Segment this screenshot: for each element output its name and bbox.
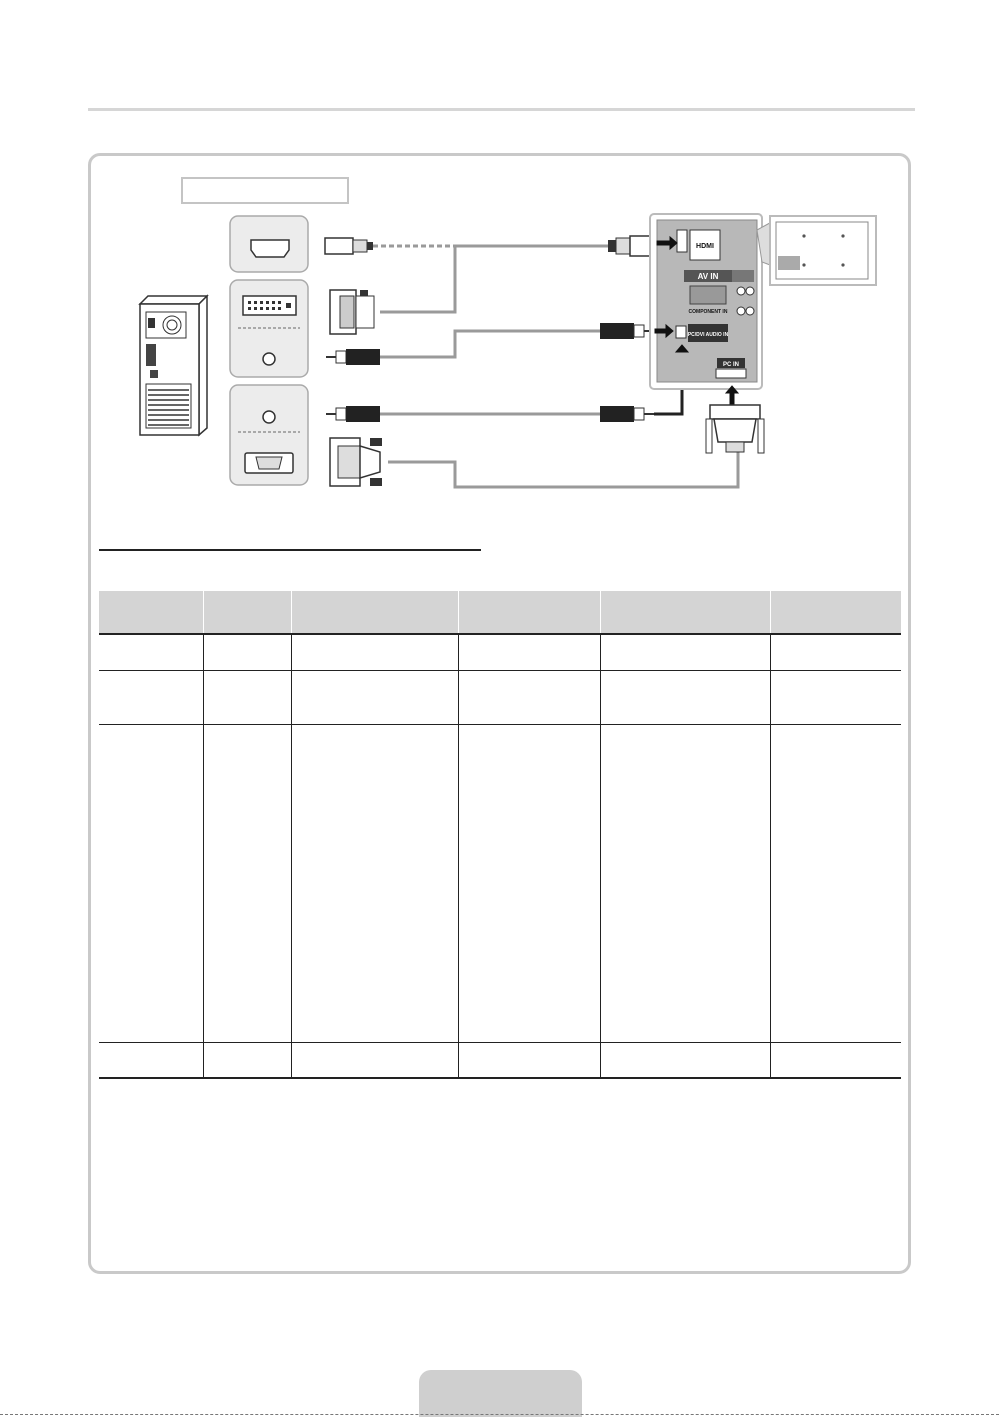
audio-plug-right-2 — [600, 406, 654, 422]
tv-hdmi-label: HDMI — [696, 243, 714, 250]
table-cell — [204, 724, 291, 1042]
section-underline — [99, 549, 481, 551]
tv-pc-dvi-audio-label: PC/DVI AUDIO IN — [687, 332, 729, 338]
table-cell — [600, 670, 770, 724]
table-cell — [770, 724, 901, 1042]
hdmi-plug-right — [608, 236, 654, 256]
dsub-plug-right — [706, 405, 764, 453]
table-header-row — [99, 591, 901, 634]
table-cell — [99, 634, 204, 670]
table-cell — [770, 670, 901, 724]
audio-plug-right-1 — [600, 323, 654, 339]
tv-back-panel-icon — [650, 214, 762, 389]
table-cell — [458, 724, 600, 1042]
trim-line — [0, 1414, 999, 1415]
table-header-cell — [99, 591, 204, 634]
table-cell — [600, 634, 770, 670]
table-cell — [99, 670, 204, 724]
table-header-cell — [770, 591, 901, 634]
dvi-audio-port-icon — [230, 280, 308, 377]
pc-tower-icon — [140, 296, 207, 435]
table-cell — [291, 634, 458, 670]
table-cell — [770, 634, 901, 670]
display-modes-table — [99, 591, 901, 1079]
table-cell — [291, 1042, 458, 1078]
table-cell — [204, 1042, 291, 1078]
table-row — [99, 1042, 901, 1078]
audio-plug-2 — [326, 406, 380, 422]
table-row — [99, 670, 901, 724]
tv-component-in-label: COMPONENT IN — [688, 309, 728, 315]
table-cell — [99, 1042, 204, 1078]
tv-front-icon — [757, 216, 876, 285]
dsub-plug-left — [330, 438, 382, 486]
top-divider — [88, 108, 915, 111]
table-header-cell — [458, 591, 600, 634]
table-cell — [770, 1042, 901, 1078]
audio-plug-1 — [326, 349, 380, 365]
table-cell — [204, 670, 291, 724]
table-cell — [99, 724, 204, 1042]
hdmi-plug-left — [325, 238, 373, 254]
hdmi-port-icon — [230, 216, 308, 272]
table-row — [99, 724, 901, 1042]
dvi-plug — [330, 290, 374, 334]
table-cell — [291, 670, 458, 724]
table-header-cell — [291, 591, 458, 634]
tv-pc-in-label: PC IN — [722, 362, 740, 368]
table-cell — [204, 634, 291, 670]
connection-diagram — [130, 205, 890, 505]
tv-av-in-label: AV IN — [697, 272, 719, 281]
table-cell — [291, 724, 458, 1042]
table-cell — [458, 670, 600, 724]
page-number-tab — [419, 1370, 582, 1417]
table-cell — [600, 1042, 770, 1078]
table-cell — [600, 724, 770, 1042]
audio-dsub-port-icon — [230, 385, 308, 485]
table-cell — [458, 634, 600, 670]
table-header-cell — [204, 591, 291, 634]
table-cell — [458, 1042, 600, 1078]
table-header-cell — [600, 591, 770, 634]
table-row — [99, 634, 901, 670]
diagram-label-box — [181, 177, 349, 204]
